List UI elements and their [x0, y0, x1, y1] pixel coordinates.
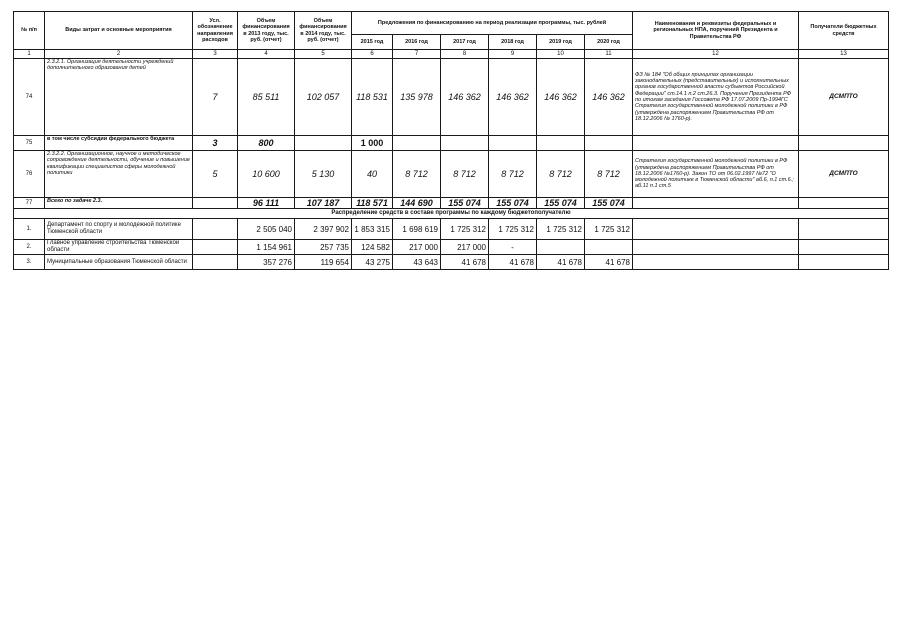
row-description: Всего по задаче 2.3. [45, 198, 193, 209]
row-description: 2.3.2.1. Организация деятельности учреждений дополнительного образования детей [45, 59, 193, 136]
dist-year-value: 43 643 [393, 255, 441, 270]
col-index: 4 [238, 50, 295, 59]
col-index: 8 [441, 50, 489, 59]
row-year-value: 155 074 [489, 198, 537, 209]
row-empty-cell [489, 136, 537, 151]
row-vol2014: 5 130 [295, 151, 352, 198]
row-year-value: 146 362 [585, 59, 633, 136]
row-empty-cell [585, 136, 633, 151]
dist-year-value: 41 678 [441, 255, 489, 270]
dist-empty-cell [799, 219, 889, 240]
row-year-value: 146 362 [537, 59, 585, 136]
table-row [14, 59, 889, 136]
row-year-value: 8 712 [489, 151, 537, 198]
col-index: 9 [489, 50, 537, 59]
col-index: 5 [295, 50, 352, 59]
row-vol2014: 107 187 [295, 198, 352, 209]
col-index: 13 [799, 50, 889, 59]
dist-year-value: 1 725 312 [537, 219, 585, 240]
dist-vol2014: 2 397 902 [295, 219, 352, 240]
header-col-no: № п/п [14, 12, 45, 50]
col-index: 12 [633, 50, 799, 59]
distribution-row [14, 255, 889, 270]
row-number: 75 [14, 136, 45, 151]
row-year-value: 40 [352, 151, 393, 198]
dist-year-value: 1 725 312 [585, 219, 633, 240]
col-index: 3 [193, 50, 238, 59]
header-col-code: Усл. обозначение направления расходов [193, 12, 238, 50]
dist-recipient-name: Муниципальные образования Тюменской области [45, 255, 193, 270]
row-year-value: 135 978 [393, 59, 441, 136]
dist-year-value: 124 582 [352, 240, 393, 255]
dist-recipient-name: Департамент по спорту и молодежной политике Тюменской области [45, 219, 193, 240]
dist-year-value: 1 725 312 [441, 219, 489, 240]
row-recipient: ДСМПТО [799, 59, 889, 136]
dist-number: 3. [14, 255, 45, 270]
row-npa: ФЗ № 184 "Об общих принципах организации законодательных (представительных) и исполнительных органов государственной власти субъектов Российской Федерации" ст.14.1 п.2 ст.26.3. Поручения Президента РФ по итогам заседания Госсовета РФ 17.07.2009 Пр-1994ГС Стратегия государственной молодежной политики в РФ (утверждена распоряжением Правительства РФ от 18.12.2006 № 1760-р). [633, 59, 799, 136]
header-year: 2019 год [537, 35, 585, 50]
row-code: 5 [193, 151, 238, 198]
dist-year-value: 217 000 [441, 240, 489, 255]
header-col-vol2013: Объем финансирования в 2013 году, тыс. руб. (отчет) [238, 12, 295, 50]
dist-empty-cell [633, 219, 799, 240]
row-year-value: 8 712 [441, 151, 489, 198]
dist-empty-cell [193, 219, 238, 240]
row-year-value: 8 712 [393, 151, 441, 198]
distribution-title: Распределение средств в составе программы по каждому бюджетополучателю [14, 209, 889, 219]
row-year-value: 144 690 [393, 198, 441, 209]
row-year-value: 8 712 [585, 151, 633, 198]
row-empty-cell [393, 136, 441, 151]
row-vol2013: 800 [238, 136, 295, 151]
col-index: 11 [585, 50, 633, 59]
header-year: 2018 год [489, 35, 537, 50]
row-code [193, 198, 238, 209]
row-empty-cell [799, 198, 889, 209]
row-number: 74 [14, 59, 45, 136]
row-recipient: ДСМПТО [799, 151, 889, 198]
row-year-value: 118 531 [352, 59, 393, 136]
header-col-recipients: Получатели бюджетных средств [799, 12, 889, 50]
table-row [14, 151, 889, 198]
header-year: 2020 год [585, 35, 633, 50]
dist-vol2014: 119 654 [295, 255, 352, 270]
dist-year-value: 43 275 [352, 255, 393, 270]
row-year-value: 155 074 [585, 198, 633, 209]
table-row [14, 136, 889, 151]
row-vol2013: 96 111 [238, 198, 295, 209]
col-index: 6 [352, 50, 393, 59]
row-code: 7 [193, 59, 238, 136]
header-year: 2016 год [393, 35, 441, 50]
row-number: 77 [14, 198, 45, 209]
dist-empty-cell [799, 240, 889, 255]
row-number: 76 [14, 151, 45, 198]
dist-empty-cell [799, 255, 889, 270]
header-col-types: Виды затрат и основные мероприятия [45, 12, 193, 50]
row-empty-cell [633, 198, 799, 209]
dist-number: 2. [14, 240, 45, 255]
row-npa: Стратегия государственной молодежной политики в РФ (утверждена распоряжением Правительства РФ от 18.12.2006 №1760-р). Закон ТО от 06.02.1997 №72 "О молодежной политике в Тюменской области" аб.6, п.1 ст.6.; аб.11 п.1 ст.5 [633, 151, 799, 198]
dist-year-value: 1 853 315 [352, 219, 393, 240]
col-index: 2 [45, 50, 193, 59]
row-empty-cell [633, 136, 799, 151]
row-vol2013: 10 600 [238, 151, 295, 198]
dist-vol2013: 1 154 961 [238, 240, 295, 255]
row-year-value: 8 712 [537, 151, 585, 198]
table-row [14, 198, 889, 209]
financing-table [13, 11, 889, 270]
header-year: 2017 год [441, 35, 489, 50]
dist-vol2013: 357 276 [238, 255, 295, 270]
col-index: 10 [537, 50, 585, 59]
header-year: 2015 год [352, 35, 393, 50]
header-row [14, 12, 889, 35]
dist-vol2013: 2 505 040 [238, 219, 295, 240]
header-col-npa: Наименования и реквизиты федеральных и региональных НПА, поручений Президента и Правительства РФ [633, 12, 799, 50]
dist-empty-cell [193, 240, 238, 255]
column-index-row [14, 50, 889, 59]
header-col-offers: Предложения по финансированию на период реализации программы, тыс. рублей [352, 12, 633, 35]
row-description: в том числе субсидии федерального бюджета [45, 136, 193, 151]
row-vol2014: 102 057 [295, 59, 352, 136]
dist-recipient-name: Главное управление строительства Тюменской области [45, 240, 193, 255]
row-empty-cell [537, 136, 585, 151]
dist-year-value [585, 240, 633, 255]
dist-vol2014: 257 735 [295, 240, 352, 255]
dist-empty-cell [633, 255, 799, 270]
row-year-value: 118 571 [352, 198, 393, 209]
row-year-value: 146 362 [489, 59, 537, 136]
col-index: 7 [393, 50, 441, 59]
row-year-value: 146 362 [441, 59, 489, 136]
row-description: 2.3.2.2. Организационное, научное и методическое сопровождение деятельности, обучение и повышение квалификации специалистов сферы молодежной политики [45, 151, 193, 198]
dist-year-value: 41 678 [537, 255, 585, 270]
dist-year-value: 1 725 312 [489, 219, 537, 240]
dist-year-value: 217 000 [393, 240, 441, 255]
dist-year-value [537, 240, 585, 255]
distribution-title-row [14, 209, 889, 219]
dist-empty-cell [633, 240, 799, 255]
distribution-row [14, 219, 889, 240]
header-col-vol2014: Объем финансирования в 2014 году, тыс. руб. (отчет) [295, 12, 352, 50]
row-empty-cell [441, 136, 489, 151]
dist-year-value: 41 678 [585, 255, 633, 270]
row-empty-cell [799, 136, 889, 151]
row-year-value: 155 074 [441, 198, 489, 209]
dist-number: 1. [14, 219, 45, 240]
dist-year-value: 41 678 [489, 255, 537, 270]
row-code: 3 [193, 136, 238, 151]
distribution-row [14, 240, 889, 255]
dist-year-value: - [489, 240, 537, 255]
col-index: 1 [14, 50, 45, 59]
row-vol2014 [295, 136, 352, 151]
dist-empty-cell [193, 255, 238, 270]
row-year-value: 155 074 [537, 198, 585, 209]
row-year-value: 1 000 [352, 136, 393, 151]
dist-year-value: 1 698 619 [393, 219, 441, 240]
row-vol2013: 85 511 [238, 59, 295, 136]
